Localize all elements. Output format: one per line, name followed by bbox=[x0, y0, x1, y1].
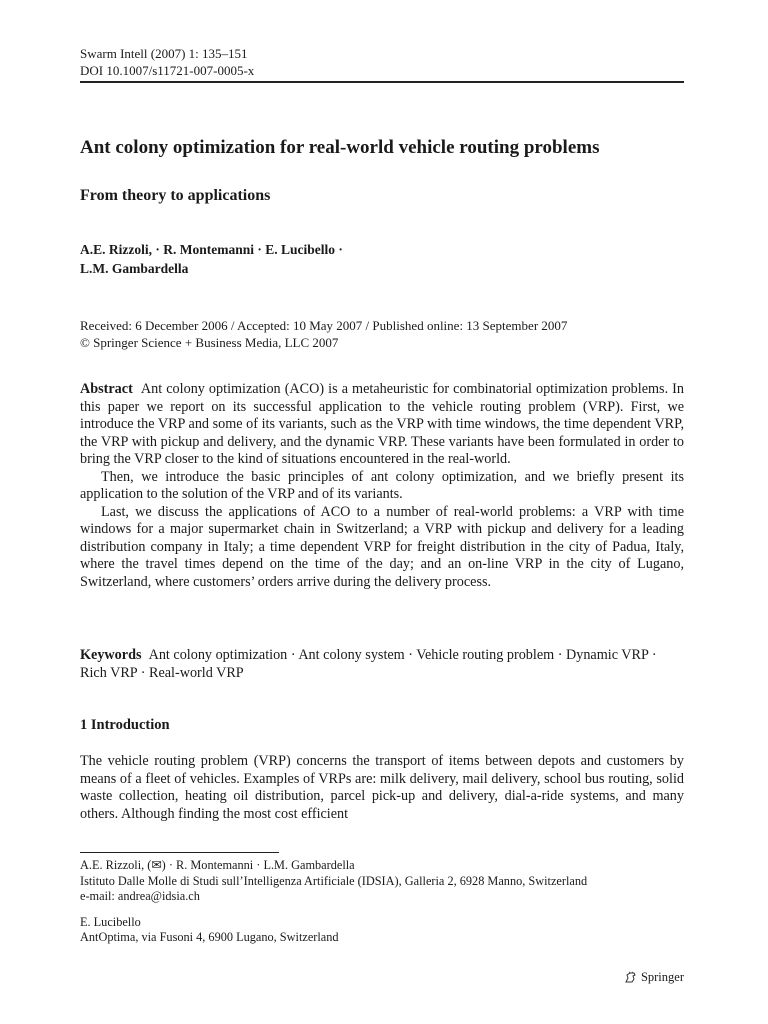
journal-header bbox=[80, 45, 254, 79]
abstract-paragraph-3: Last, we discuss the applications of ACO to a number of real-world problems: a VRP with time windows for a major supermarket chain in Switzerland; a VRP with pickup and delivery for a leading distribution company in Italy; a time dependent VRP for freight distribution in the city of Padua, Italy, where the travel times depend on the time of the day; and an on-line VRP in the city of Lugano, Switzerland, where customers’ orders arrive during the delivery process. bbox=[80, 503, 684, 590]
dates-line: Received: 6 December 2006 / Accepted: 10 May 2007 / Published online: 13 September 2007 bbox=[80, 318, 568, 333]
affiliation-1-email[interactable]: e-mail: andrea@idsia.ch bbox=[80, 889, 200, 904]
introduction-paragraph: The vehicle routing problem (VRP) concerns the transport of items between depots and customers by means of a fleet of vehicles. Examples of VRPs are: milk delivery, mail delivery, school bus routing, solid waste collection, heating oil distribution, parcel pick-up and delivery, dial-a-ride systems, and many others. Although finding the most cost efficient bbox=[80, 753, 684, 822]
affiliation-1-names: A.E. Rizzoli, (✉) · R. Montemanni · L.M. Gambardella bbox=[80, 858, 355, 872]
keywords-text: Ant colony optimization · Ant colony system · Vehicle routing problem · Dynamic VRP · Rich VRP · Real-world VRP bbox=[80, 647, 657, 681]
affiliation-footnotes bbox=[80, 858, 684, 946]
footnote-rule bbox=[80, 852, 279, 853]
abstract-paragraph-2: Then, we introduce the basic principles of ant colony optimization, and we briefly present its application to the solution of the VRP and of its variants. bbox=[80, 468, 684, 502]
journal-citation: Swarm Intell (2007) 1: 135–151 bbox=[80, 46, 248, 61]
abstract-paragraph-1 bbox=[80, 381, 684, 469]
abstract-heading: Abstract bbox=[80, 381, 133, 397]
publisher-logo bbox=[624, 970, 684, 985]
keywords-heading: Keywords bbox=[80, 647, 142, 663]
affiliation-2-address: AntOptima, via Fusoni 4, 6900 Lugano, Switzerland bbox=[80, 930, 339, 945]
abstract-text-1: Ant colony optimization (ACO) is a metaheuristic for combinatorial optimization problems. In this paper we report on its successful application to the vehicle routing problem (VRP). First, we introduce the VRP and some of its variants, such as the VRP with time windows, the time dependent VRP, the VRP with pickup and delivery, and the dynamic VRP. These variants have been formulated in order to bring the VRP closer to the kind of situations encountered in the real-world. bbox=[80, 381, 684, 467]
springer-horse-icon bbox=[624, 971, 637, 984]
section-heading-introduction: 1 Introduction bbox=[80, 717, 170, 733]
copyright-line: © Springer Science + Business Media, LLC 2007 bbox=[80, 335, 339, 350]
affiliation-2-name: E. Lucibello bbox=[80, 914, 141, 929]
paper-subtitle: From theory to applications bbox=[80, 187, 271, 204]
author-list bbox=[80, 240, 684, 278]
authors-line-1: A.E. Rizzoli, · R. Montemanni · E. Lucibello · bbox=[80, 242, 343, 257]
header-rule bbox=[80, 81, 684, 83]
abstract-section bbox=[80, 381, 684, 591]
keywords-section bbox=[80, 647, 684, 682]
affiliation-1-institute: Istituto Dalle Molle di Studi sull’Intelligenza Artificiale (IDSIA), Galleria 2, 6928 Manno, Switzerland bbox=[80, 873, 588, 888]
publication-history bbox=[80, 317, 684, 351]
springer-wordmark: Springer bbox=[640, 970, 684, 984]
authors-line-2: L.M. Gambardella bbox=[80, 261, 189, 276]
paper-title: Ant colony optimization for real-world vehicle routing problems bbox=[80, 137, 600, 158]
doi-line: DOI 10.1007/s11721-007-0005-x bbox=[80, 63, 255, 78]
